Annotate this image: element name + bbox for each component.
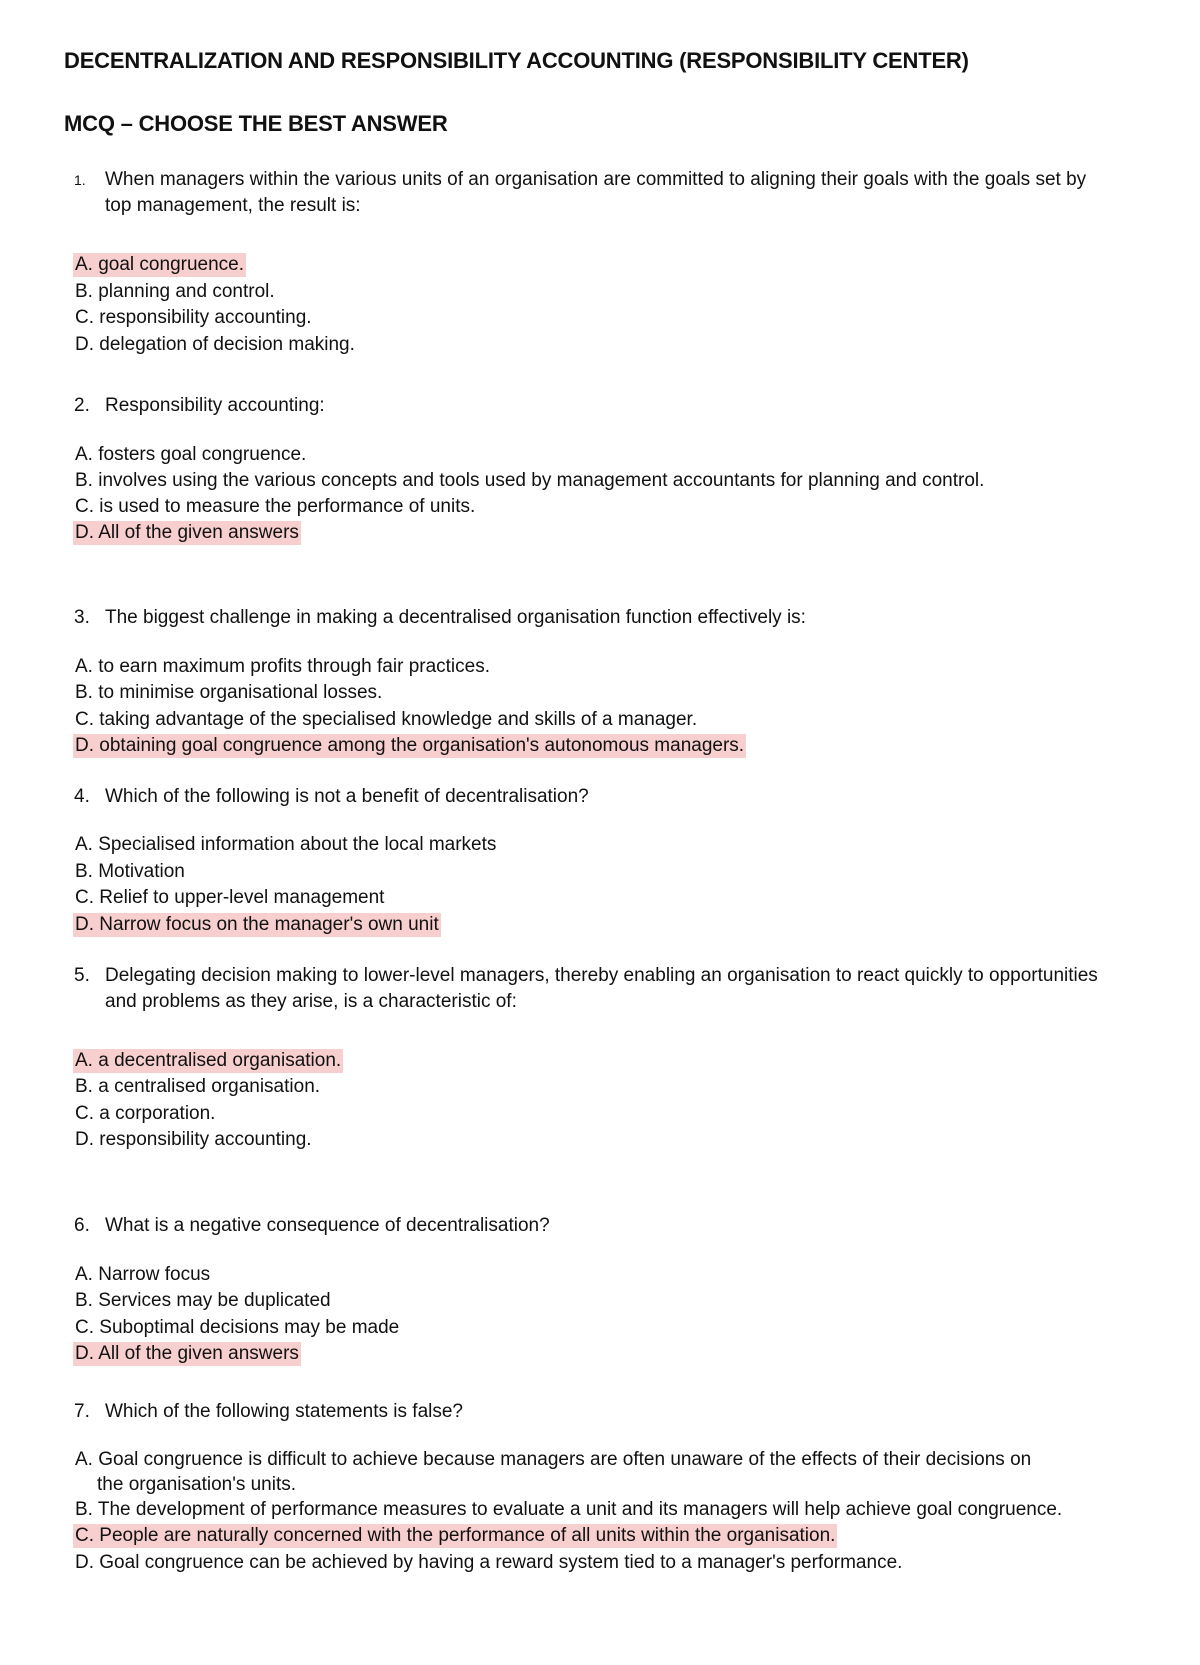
option-7b: B. The development of performance measures to evaluate a unit and its managers will help achieve goal congruence. <box>75 1499 1063 1520</box>
question-7 <box>74 1399 1114 1425</box>
question-number: 2. <box>74 395 90 416</box>
document-title: DECENTRALIZATION AND RESPONSIBILITY ACCOUNTING (RESPONSIBILITY CENTER) <box>64 48 969 73</box>
question-text: Which of the following is not a benefit of decentralisation? <box>105 786 589 807</box>
option-4c: C. Relief to upper-level management <box>75 887 385 908</box>
question-1 <box>74 167 1114 219</box>
question-6 <box>74 1213 1114 1239</box>
question-number: 5. <box>74 965 90 986</box>
option-2a: A. fosters goal congruence. <box>75 444 307 465</box>
option-5c: C. a corporation. <box>75 1103 216 1124</box>
option-4b: B. Motivation <box>75 861 185 882</box>
question-number: 4. <box>74 786 90 807</box>
option-2b: B. involves using the various concepts and tools used by management accountants for planning and control. <box>75 470 985 491</box>
question-text: Delegating decision making to lower-level managers, thereby enabling an organisation to react quickly to opportunities and problems as they arise, is a characteristic of: <box>105 965 1098 1012</box>
option-2d: D. All of the given answers <box>75 522 299 543</box>
question-number: 3. <box>74 607 90 628</box>
question-2 <box>74 393 1114 419</box>
question-number: 7. <box>74 1401 90 1422</box>
option-5b: B. a centralised organisation. <box>75 1076 321 1097</box>
option-5a: A. a decentralised organisation. <box>75 1050 342 1071</box>
option-7a <box>73 1448 1033 1472</box>
question-number: 6. <box>74 1215 90 1236</box>
option-2c: C. is used to measure the performance of units. <box>75 496 476 517</box>
option-7c: C. People are naturally concerned with the performance of all units within the organisation. <box>75 1525 836 1546</box>
option-7a-continued: the organisation's units. <box>97 1474 297 1495</box>
question-text: What is a negative consequence of decentralisation? <box>105 1215 550 1236</box>
option-1b: B. planning and control. <box>75 281 275 302</box>
question-text: Responsibility accounting: <box>105 395 325 416</box>
question-text: Which of the following statements is false? <box>105 1401 464 1422</box>
option-1c: C. responsibility accounting. <box>75 307 312 328</box>
option-6c: C. Suboptimal decisions may be made <box>75 1317 400 1338</box>
option-6a: A. Narrow focus <box>75 1264 211 1285</box>
question-3 <box>74 605 1114 631</box>
option-3d: D. obtaining goal congruence among the organisation's autonomous managers. <box>75 735 745 756</box>
option-1d: D. delegation of decision making. <box>75 334 355 355</box>
option-6b: B. Services may be duplicated <box>75 1290 331 1311</box>
question-4 <box>74 784 1114 810</box>
question-text: The biggest challenge in making a decentralised organisation function effectively is: <box>105 607 806 628</box>
option-7d: D. Goal congruence can be achieved by having a reward system tied to a manager's performance. <box>75 1552 903 1573</box>
option-1a: A. goal congruence. <box>75 254 245 275</box>
document-subtitle: MCQ – CHOOSE THE BEST ANSWER <box>64 111 448 136</box>
question-5 <box>74 963 1114 1015</box>
question-text: When managers within the various units of an organisation are committed to aligning their goals with the goals set by top management, the result is: <box>105 169 1087 216</box>
option-3a: A. to earn maximum profits through fair practices. <box>75 656 490 677</box>
option-4d: D. Narrow focus on the manager's own unit <box>75 914 439 935</box>
option-3c: C. taking advantage of the specialised knowledge and skills of a manager. <box>75 709 698 730</box>
option-text: A. Goal congruence is difficult to achieve because managers are often unaware of the effects of their decisions on <box>75 1449 1032 1470</box>
question-number: 1. <box>74 172 86 188</box>
option-6d: D. All of the given answers <box>75 1343 299 1364</box>
option-5d: D. responsibility accounting. <box>75 1129 312 1150</box>
option-3b: B. to minimise organisational losses. <box>75 682 383 703</box>
option-4a: A. Specialised information about the local markets <box>75 834 497 855</box>
